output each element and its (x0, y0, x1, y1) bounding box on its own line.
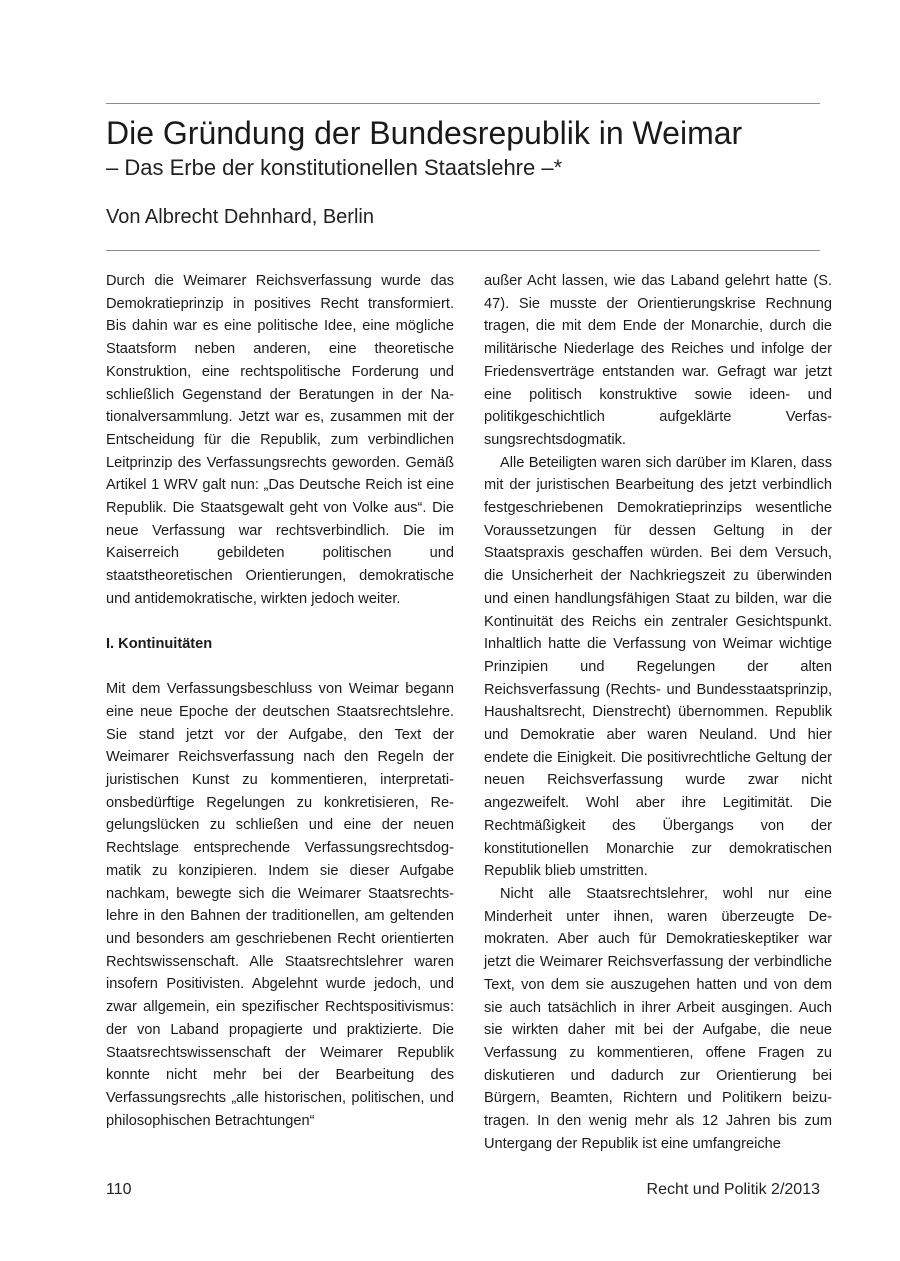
article-author: Von Albrecht Dehnhard, Berlin (106, 206, 374, 228)
section-heading: I. Kontinuitäten (106, 635, 213, 652)
right-paragraph-1: außer Acht lassen, wie das Laband gelehrt hatte (S. 47). Sie musste der Orientierungskrise Rechnung tragen, die mit dem Ende der Monarchie, durch die militärische Niederlage des Reiches und infolge der Friedensverträge entstanden war. Gefragt war jetzt eine politisch konstruktive sowie ideen- und politikgeschichtlich aufgeklärte Verfassungsrechtsdogmatik. (484, 273, 832, 448)
article-title: Die Gründung der Bundesrepublik in Weimar (106, 115, 743, 151)
journal-reference: Recht und Politik 2/2013 (646, 1181, 820, 1198)
right-paragraph-2: Alle Beteiligten waren sich darüber im Klaren, dass mit der juristischen Bearbeitung des jetzt verbindlich festgeschriebenen Demokratieprinzips wesentliche Voraussetzungen für dessen Geltung in der Staatspraxis geschaffen würden. Bei dem Versuch, die Unsicherheit der Nachkriegszeit zu überwinden und einen handlungsfähigen Staat zu bilden, war die Kontinuität des Reichs ein zentraler Gesichtspunkt. Inhaltlich hatte die Verfassung von Weimar wichtige Prinzipien und Regelungen der alten Reichsverfassung (Rechts- und Bundesstaatsprinzip, Haushaltsrecht, Dienstrecht) übernommen. Republik und Demokratie aber waren Neuland. Und hier endete die Einigkeit. Die positivrechtliche Geltung der neuen Reichsverfassung wurde zwar nicht angezweifelt. Wohl aber ihre Legitimität. Die Rechtmäßigkeit des Übergangs von der konstitutionellen Monarchie zur demokratischen Republik blieb umstritten. (484, 454, 832, 880)
right-paragraph-3: Nicht alle Staatsrechtslehrer, wohl nur eine Minderheit unter ihnen, waren überzeugte Demokraten. Aber auch für Demokratieskeptiker war jetzt die Weimarer Reichsverfassung der verbindliche Text, von dem sie auszugehen hatten und von dem sie auch tatsächlich in ihrer Arbeit ausgingen. Auch sie wirkten daher mit bei der Aufgabe, die neue Verfassung zu kommentieren, offene Fragen zu diskutieren und dadurch zur Orientierung bei Bürgern, Beamten, Richtern und Politikern beizutragen. In den wenig mehr als 12 Jahren bis zum Untergang der Republik ist eine umfangreiche (484, 885, 832, 1152)
top-rule (106, 103, 820, 104)
intro-paragraph: Durch die Weimarer Reichsverfassung wurde das Demokratieprinzip in positives Recht transformiert. Bis dahin war es eine politische Idee, eine mögliche Staatsform neben anderen, eine theoretische Konstruktion, eine rechtspolitische Forderung und schließlich Gegenstand der Beratungen in der Nationalversammlung. Jetzt war es, zusammen mit der Entscheidung für die Republik, zum verbindlichen Leitprinzip des Verfassungsrechts geworden. Gemäß Artikel 1 WRV galt nun: „Das Deutsche Reich ist eine Republik. Die Staatsgewalt geht von Volke aus“. Die neue Verfassung war rechtsverbindlich. Die im Kaiserreich gebildeten politischen und staatstheoretischen Orientierungen, demokratische und antidemokratische, wirkten jedoch weiter. (106, 273, 454, 607)
article-subtitle: – Das Erbe der konstitutionellen Staatslehre –* (106, 155, 563, 180)
left-column (106, 270, 454, 1132)
right-column (484, 270, 832, 1155)
page-number: 110 (106, 1181, 132, 1198)
header-rule (106, 250, 820, 251)
section-paragraph: Mit dem Verfassungsbeschluss von Weimar begann eine neue Epoche der deutschen Staatsrechtslehre. Sie stand jetzt vor der Aufgabe, den Text der Weimarer Reichsverfassung nach den Regeln der juristischen Kunst zu kommentieren, interpretationsbedürftige Regelungen zu konkretisieren, Regelungslücken zu schließen und eine der neuen Rechtslage entsprechende Verfassungsrechtsdogmatik zu konzipieren. Indem sie dieser Aufgabe nachkam, bewegte sich die Weimarer Staatsrechtslehre in den Bahnen der traditionellen, am geltenden und besonders am geschriebenen Recht orientierten Rechtswissenschaft. Alle Staatsrechtslehrer waren insofern Positivisten. Abgelehnt wurde jedoch, und zwar allgemein, ein spezifischer Rechtspositivismus: der von Laband propagierte und praktizierte. Die Staatsrechtswissenschaft der Weimarer Republik konnte nicht mehr bei der Bearbeitung des Verfassungsrechts „alle historischen, politischen, und philosophischen Betrachtungen“ (106, 681, 454, 1129)
